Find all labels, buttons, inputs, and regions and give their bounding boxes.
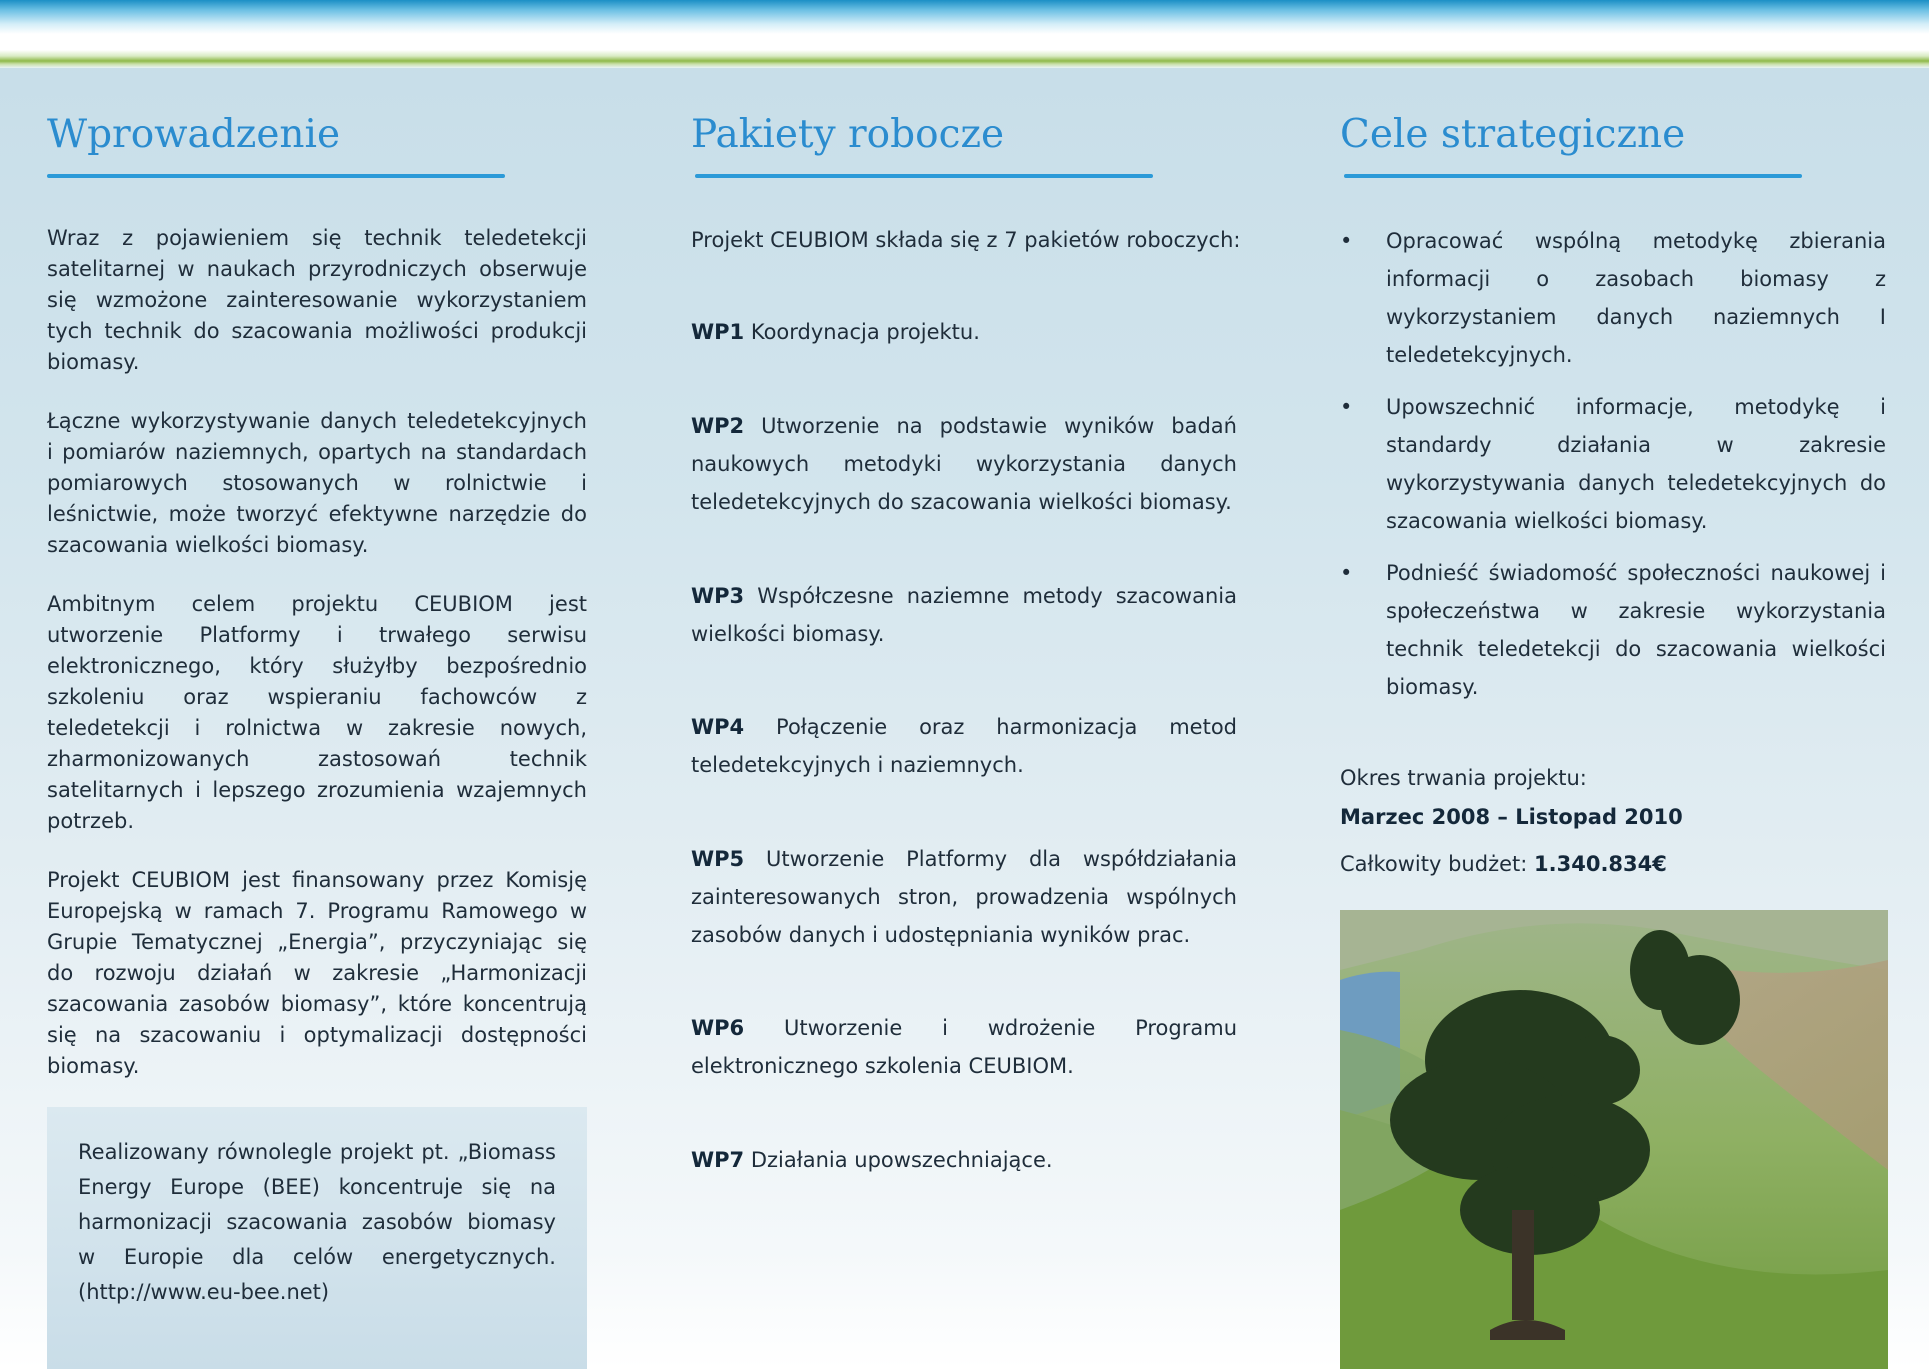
bee-project-note-box xyxy=(47,1107,587,1369)
work-packages-intro: Projekt CEUBIOM składa się z 7 pakietów roboczych: xyxy=(691,228,1241,252)
top-decorative-band xyxy=(0,0,1929,68)
strategic-goals-list xyxy=(1340,222,1886,720)
work-package-item xyxy=(691,313,1237,351)
budget-line xyxy=(1340,849,1667,879)
work-package-text: Połączenie oraz harmonizacja metod teledetekcyjnych i naziemnych. xyxy=(691,715,1237,777)
work-package-item xyxy=(691,407,1237,521)
work-packages-heading: Pakiety robocze xyxy=(691,112,1005,157)
tree-landscape-illustration xyxy=(1340,910,1888,1369)
bullet-icon: • xyxy=(1340,561,1353,585)
work-package-code: WP7 xyxy=(691,1148,745,1172)
strategic-goal-item xyxy=(1340,222,1886,374)
intro-paragraph: Ambitnym celem projektu CEUBIOM jest utworzenie Platformy i trwałego serwisu elektronicznego, który służyłby bezpośrednio szkoleniu oraz wspieraniu fachowców z teledetekcji i rolnictwa w zakresie nowych, zharmonizowanych zastosowań technik satelitarnych i lepszego zrozumienia wzajemnych potrzeb. xyxy=(47,592,587,833)
duration-label: Okres trwania projektu: xyxy=(1340,766,1587,790)
work-package-item xyxy=(691,708,1237,784)
duration-value: Marzec 2008 – Listopad 2010 xyxy=(1340,805,1683,829)
work-package-code: WP1 xyxy=(691,320,745,344)
work-package-item xyxy=(691,1141,1237,1179)
budget-label: Całkowity budżet: xyxy=(1340,852,1528,876)
work-package-code: WP6 xyxy=(691,1016,745,1040)
work-package-item xyxy=(691,840,1237,954)
work-package-item xyxy=(691,1009,1237,1085)
work-package-code: WP5 xyxy=(691,847,745,871)
intro-body xyxy=(47,223,587,1110)
strategic-goal-item xyxy=(1340,388,1886,540)
strategic-goal-text: Opracować wspólną metodykę zbierania informacji o zasobach biomasy z wykorzystaniem danych naziemnych I teledetekcyjnych. xyxy=(1386,229,1886,367)
work-package-text: Współczesne naziemne metody szacowania wielkości biomasy. xyxy=(691,584,1237,646)
tree-landscape-photo xyxy=(1340,910,1888,1369)
work-package-text: Utworzenie na podstawie wyników badań naukowych metodyki wykorzystania danych teledetekcyjnych do szacowania wielkości biomasy. xyxy=(691,414,1237,514)
intro-paragraph: Wraz z pojawieniem się technik teledetekcji satelitarnej w naukach przyrodniczych obserwuje się wzmożone zainteresowanie wykorzystaniem tych technik do szacowania możliwości produkcji biomasy. xyxy=(47,226,587,374)
bullet-icon: • xyxy=(1340,395,1353,419)
budget-value: 1.340.834€ xyxy=(1534,852,1667,876)
work-package-text: Utworzenie Platformy dla współdziałania zainteresowanych stron, prowadzenia wspólnych zasobów danych i udostępniania wyników prac. xyxy=(691,847,1237,947)
bullet-icon: • xyxy=(1340,229,1353,253)
intro-heading: Wprowadzenie xyxy=(47,112,341,157)
strategic-goals-heading-rule xyxy=(1344,174,1802,178)
work-package-code: WP2 xyxy=(691,414,745,438)
intro-paragraph: Projekt CEUBIOM jest finansowany przez Komisję Europejską w ramach 7. Programu Ramowego w Grupie Tematycznej „Energia”, przyczyniając się do rozwoju działań w zakresie „Harmonizacji szacowania zasobów biomasy”, które koncentrują się na szacowaniu i optymalizacji dostępności biomasy. xyxy=(47,868,587,1078)
work-package-text: Utworzenie i wdrożenie Programu elektronicznego szkolenia CEUBIOM. xyxy=(691,1016,1237,1078)
strategic-goals-heading: Cele strategiczne xyxy=(1340,112,1686,157)
work-package-code: WP4 xyxy=(691,715,745,739)
intro-heading-rule xyxy=(47,174,505,178)
intro-paragraph: Łączne wykorzystywanie danych teledetekcyjnych i pomiarów naziemnych, opartych na standardach pomiarowych stosowanych w rolnictwie i leśnictwie, może tworzyć efektywne narzędzie do szacowania wielkości biomasy. xyxy=(47,409,587,557)
bee-project-note: Realizowany równolegle projekt pt. „Biomass Energy Europe (BEE) koncentruje się na harmonizacji szacowania zasobów biomasy w Europie dla celów energetycznych. (http://www.eu-bee.net) xyxy=(78,1140,556,1304)
strategic-goal-text: Upowszechnić informacje, metodykę i standardy działania w zakresie wykorzystywania danych teledetekcyjnych do szacowania wielkości biomasy. xyxy=(1386,395,1886,533)
work-package-text: Działania upowszechniające. xyxy=(750,1148,1053,1172)
strategic-goal-item xyxy=(1340,554,1886,706)
work-package-code: WP3 xyxy=(691,584,745,608)
work-package-text: Koordynacja projektu. xyxy=(750,320,980,344)
work-packages-heading-rule xyxy=(695,174,1153,178)
strategic-goal-text: Podnieść świadomość społeczności naukowej i społeczeństwa w zakresie wykorzystania technik teledetekcji do szacowania wielkości biomasy. xyxy=(1386,561,1886,699)
work-package-item xyxy=(691,577,1237,653)
